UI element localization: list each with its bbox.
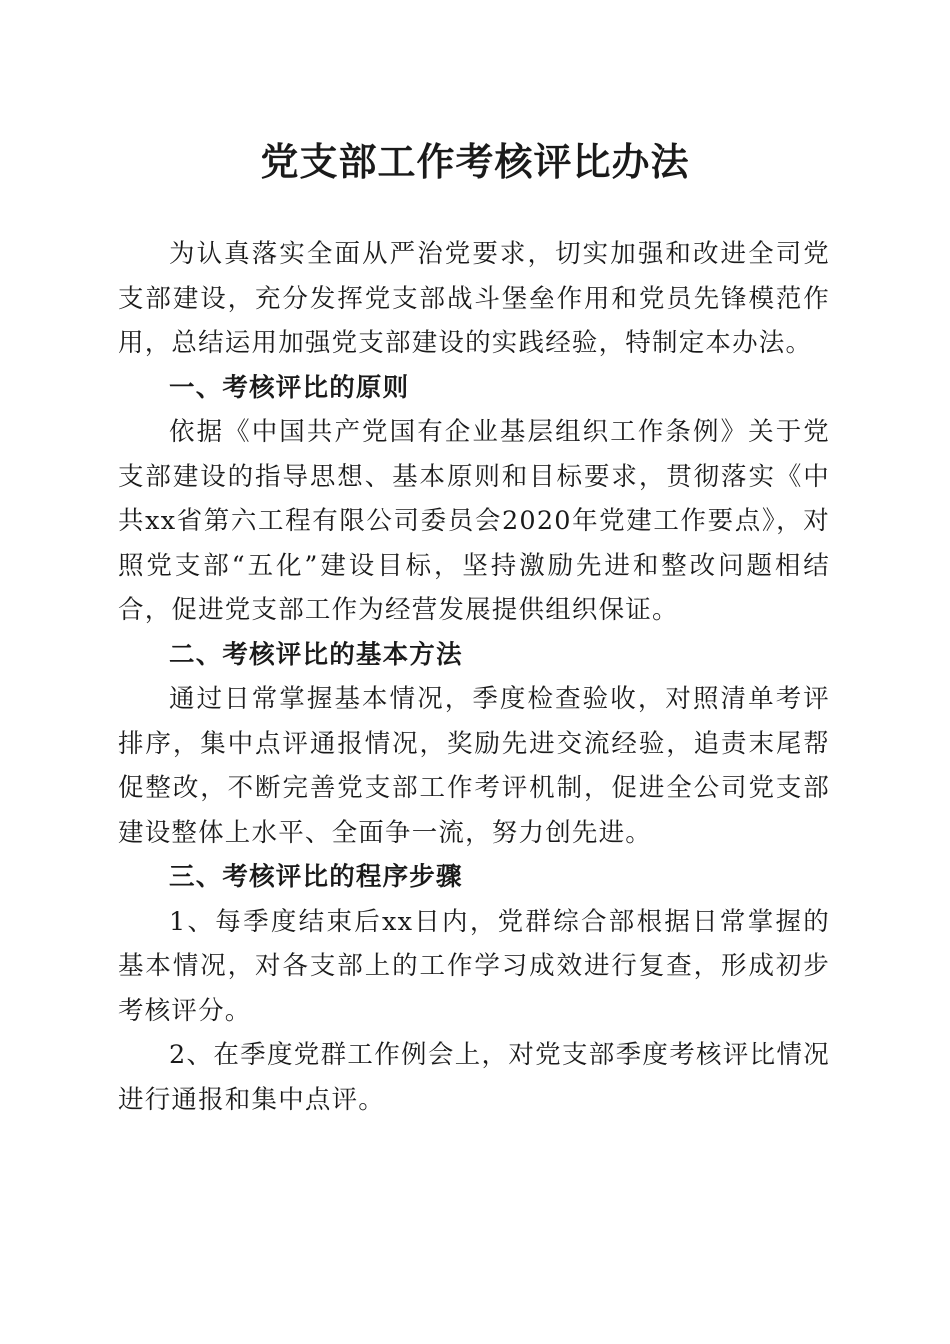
document-title: 党支部工作考核评比办法: [260, 139, 690, 184]
section-2-paragraph: 通过日常掌握基本情况，季度检查验收，对照清单考评排序，集中点评通报情况，奖励先进交流经验，追责末尾帮促整改，不断完善党支部工作考评机制，促进全公司党支部建设整体上水平、全面争一流，努力创先进。: [118, 684, 830, 848]
document-body: [118, 232, 830, 1122]
section-1-heading: 一、考核评比的原则: [169, 372, 410, 403]
section-3-item-2: 2、在季度党群工作例会上，对党支部季度考核评比情况进行通报和集中点评。: [118, 1040, 830, 1115]
section-1-paragraph: 依据《中国共产党国有企业基层组织工作条例》关于党支部建设的指导思想、基本原则和目标要求，贯彻落实《中共xx省第六工程有限公司委员会2020年党建工作要点》，对照党支部“五化”建设目标，坚持激励先进和整改问题相结合，促进党支部工作为经营发展提供组织保证。: [118, 417, 830, 625]
section-3-heading: 三、考核评比的程序步骤: [169, 862, 463, 892]
section-2-heading: 二、考核评比的基本方法: [169, 639, 463, 670]
intro-paragraph: 为认真落实全面从严治党要求，切实加强和改进全司党支部建设，充分发挥党支部战斗堡垒作用和党员先锋模范作用，总结运用加强党支部建设的实践经验，特制定本办法。: [118, 239, 830, 358]
section-3-item-1: 1、每季度结束后xx日内，党群综合部根据日常掌握的基本情况，对各支部上的工作学习成效进行复查，形成初步考核评分。: [118, 906, 830, 1026]
